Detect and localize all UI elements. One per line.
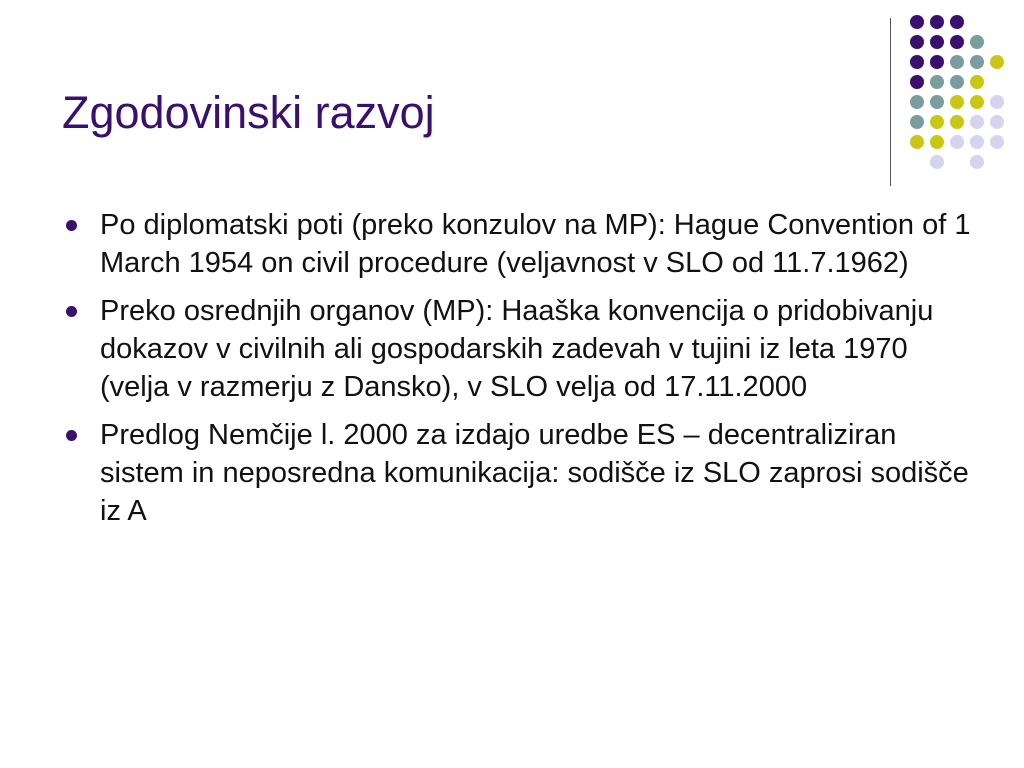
decorative-dot bbox=[930, 55, 944, 69]
bullet-text-1: Po diplomatski poti (preko konzulov na MP): Hague Convention of 1 March 1954 on civil procedure (veljavnost v SLO od 11.7.1962) bbox=[100, 209, 971, 279]
bullet-dot-icon bbox=[66, 430, 77, 441]
decorative-dot bbox=[990, 95, 1004, 109]
decorative-dot bbox=[950, 35, 964, 49]
bullet-text-2: Preko osrednjih organov (MP): Haaška konvencija o pridobivanju dokazov v civilnih ali gospodarskih zadevah v tujini iz leta 1970 (velja v razmerju z Dansko), v SLO velja od 17.11.2000 bbox=[100, 295, 934, 403]
decorative-dot bbox=[910, 35, 924, 49]
bullet-list bbox=[62, 206, 972, 540]
decorative-dot bbox=[930, 75, 944, 89]
decorative-dot bbox=[950, 75, 964, 89]
decorative-dot bbox=[950, 135, 964, 149]
decorative-dot bbox=[930, 155, 944, 169]
bullet-item-3 bbox=[62, 416, 972, 530]
decorative-dot bbox=[970, 115, 984, 129]
decorative-dot bbox=[910, 55, 924, 69]
decorative-dot bbox=[970, 35, 984, 49]
decorative-dot bbox=[910, 15, 924, 29]
decorative-dot bbox=[950, 55, 964, 69]
decorative-dot bbox=[930, 35, 944, 49]
decorative-dot bbox=[990, 55, 1004, 69]
decorative-dot bbox=[930, 115, 944, 129]
bullet-dot-icon bbox=[66, 220, 77, 231]
decorative-dot bbox=[930, 15, 944, 29]
bullet-dot-icon bbox=[66, 306, 77, 317]
decorative-dot bbox=[970, 135, 984, 149]
bullet-item-2 bbox=[62, 292, 972, 406]
decorative-dot bbox=[970, 75, 984, 89]
decorative-dot bbox=[910, 115, 924, 129]
decorative-dot bbox=[910, 75, 924, 89]
decorative-dot bbox=[970, 155, 984, 169]
decorative-dot bbox=[910, 135, 924, 149]
decorative-dot bbox=[950, 115, 964, 129]
decorative-dot bbox=[930, 135, 944, 149]
decorative-dot bbox=[950, 15, 964, 29]
decorative-dot bbox=[970, 95, 984, 109]
decorative-dot bbox=[950, 95, 964, 109]
bullet-item-1 bbox=[62, 206, 972, 282]
decorative-dot bbox=[910, 95, 924, 109]
decorative-dot bbox=[930, 95, 944, 109]
bullet-text-3: Predlog Nemčije l. 2000 za izdajo uredbe ES – decentraliziran sistem in neposredna komunikacija: sodišče iz SLO zaprosi sodišče iz A bbox=[100, 419, 969, 527]
decorative-dot bbox=[970, 55, 984, 69]
slide-title: Zgodovinski razvoj bbox=[62, 87, 435, 138]
decorative-dot bbox=[990, 135, 1004, 149]
decorative-dot bbox=[990, 115, 1004, 129]
title-divider-line bbox=[890, 18, 891, 186]
